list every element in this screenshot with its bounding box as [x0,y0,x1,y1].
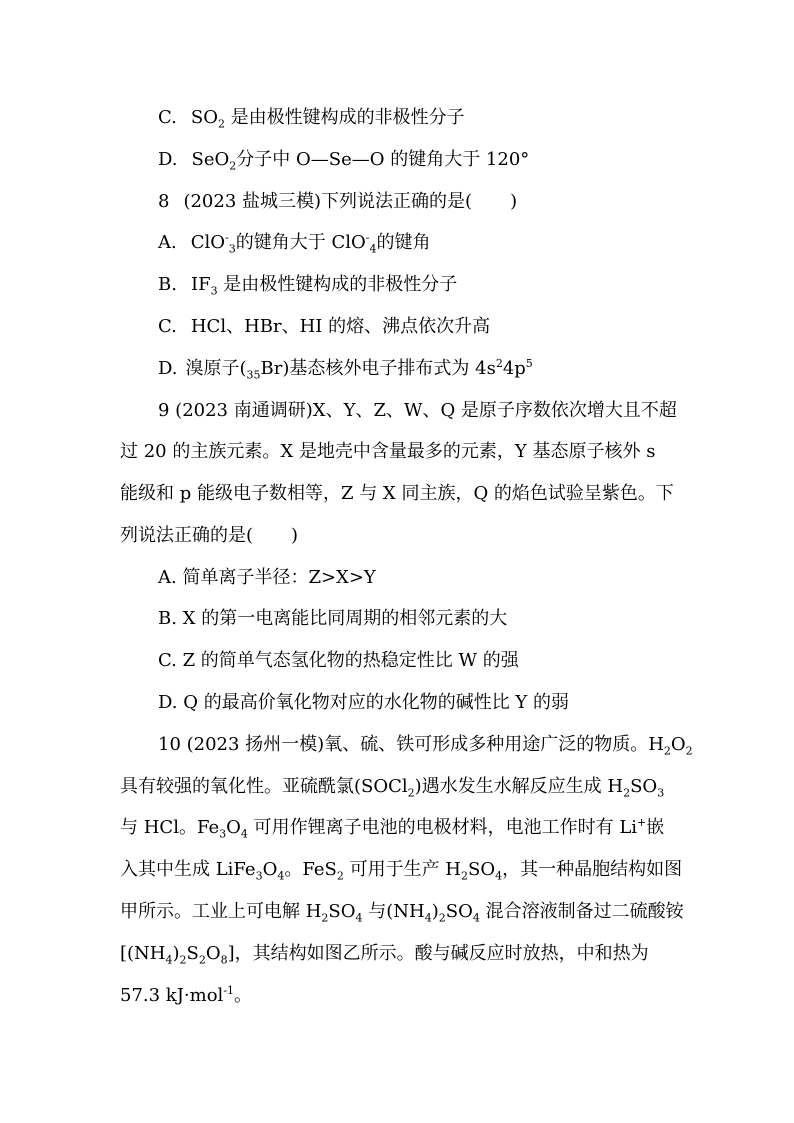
q9-stem-line-4: 列说法正确的是( ) [120,525,299,546]
option-label: C. [158,107,177,128]
q10-line-6: $[(NH_4)_2S_2O_8]$，其结构如图乙所示。酸与碱反应时放热，中和热为 [120,943,649,967]
q9-stem-line-3: 能级和 p 能级电子数相等，Z 与 X 同主族，Q 的焰色试验呈紫色。下 [120,483,674,504]
q8-option-a: A. ClO-$_3$的键角大于 ClO-$_4$的键角 [158,231,431,256]
q9-stem-line-1: 9 (2023 南通调研)X、Y、Z、W、Q 是原子序数依次增大且不超 [158,400,677,421]
q9-stem-line-2: 过 20 的主族元素。X 是地壳中含量最多的元素，Y 基态原子核外 s [120,441,656,462]
q8-option-b: B. $IF_3$ 是由极性键构成的非极性分子 [158,274,458,298]
q10-line-1: 10 (2023 扬州一模)氧、硫、铁可形成多种用途广泛的物质。$H_2O_2$ [158,734,693,758]
option-label: D. [158,358,178,379]
q10-line-2: 具有较强的氧化性。亚硫酰氯(SOCl$_2$)遇水发生水解反应生成 $H_2SO_3$ [120,776,665,800]
q8-stem: 8 (2023 盐城三模)下列说法正确的是( ) [158,191,518,212]
option-label: D. [158,149,178,170]
q10-line-5: 甲所示。工业上可电解 $H_2SO_4$ 与$(NH_4)_2SO_4$ 混合溶液制备过二硫酸铵 [120,901,684,925]
q7-option-d: D. SeO$_2$分子中 O—Se—O 的键角大于 120° [158,149,530,173]
option-label: A. [158,232,177,253]
question-number: 8 [158,191,170,212]
q9-option-c: C. Z 的简单气态氢化物的热稳定性比 W 的强 [158,650,519,671]
q8-option-c: C. HCl、HBr、HI 的熔、沸点依次升高 [158,316,491,337]
q9-option-a: A. 简单离子半径：Z>X>Y [158,567,376,588]
q10-line-4: 入其中生成 $LiFe_3O_4$。FeS$_2$ 可用于生产 $H_2SO_4$，其一种晶胞结构如图 [120,859,683,883]
q10-line-3: 与 HCl。$Fe_3O_4$ 可用作锂离子电池的电极材料，电池工作时有 Li+嵌 [120,816,665,841]
q9-option-d: D. Q 的最高价氧化物对应的水化物的碱性比 Y 的弱 [158,692,570,713]
q9-option-b: B. X 的第一电离能比同周期的相邻元素的大 [158,608,508,629]
option-label: C. [158,316,177,337]
q8-option-d: D. 溴原子$(_{35}Br)$基态核外电子排布式为 $4s^24p^5$ [158,357,533,382]
q10-line-7: 57.3 kJ·mol$^{-1}$。 [120,984,253,1006]
option-label: B. [158,274,177,295]
q7-option-c: C. $SO_2$ 是由极性键构成的非极性分子 [158,107,465,131]
